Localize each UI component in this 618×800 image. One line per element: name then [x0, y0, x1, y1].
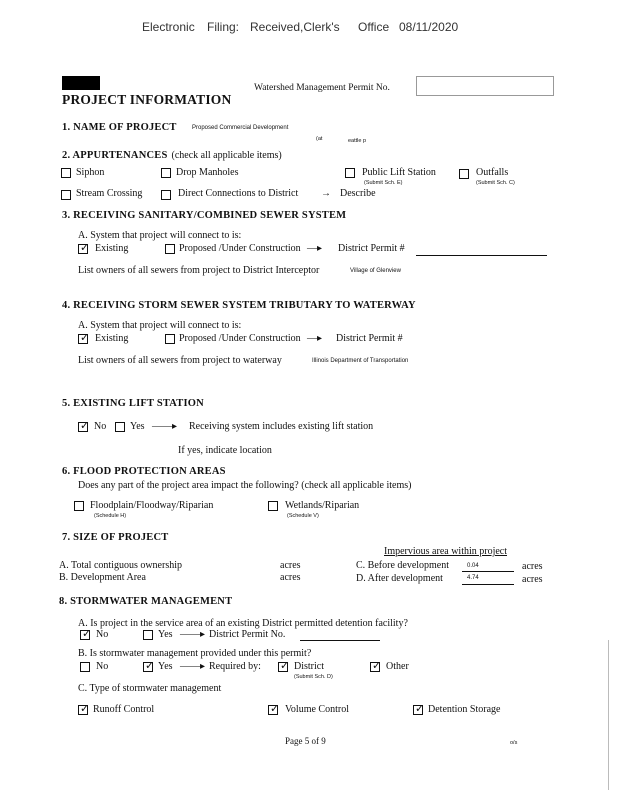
after-development-value: 4.74: [467, 575, 479, 581]
s8b-yes-label: Yes: [158, 661, 173, 672]
header-filing: Filing:: [207, 20, 240, 34]
footer-mark: o/s: [510, 740, 518, 746]
before-development-value: 0.04: [467, 563, 479, 569]
impervious-header: Impervious area within project: [384, 546, 508, 557]
redaction-block: [62, 76, 100, 90]
public-lift-label: Public Lift Station: [362, 167, 436, 178]
s3-owners-label: List owners of all sewers from project to District Interceptor: [78, 265, 320, 276]
s8-a-question: A. Is project in the service area of an existing District permitted detention facility?: [78, 618, 408, 629]
after-development-field[interactable]: [462, 584, 514, 585]
public-lift-checkbox[interactable]: [345, 168, 355, 178]
stream-crossing-checkbox[interactable]: [61, 190, 71, 200]
describe-label: Describe: [340, 188, 376, 199]
project-name-sub1: (at: [316, 136, 323, 142]
s8-b-question: B. Is stormwater management provided under this permit?: [78, 648, 312, 659]
s5-ifyes-label: If yes, indicate location: [178, 445, 272, 456]
other-label: Other: [386, 661, 409, 672]
wetlands-note: (Schedule V): [287, 513, 319, 519]
district-label: District: [294, 661, 324, 672]
section-1-label: 1. NAME OF PROJECT: [62, 122, 177, 133]
page-number: Page 5 of 9: [285, 736, 326, 746]
section-5-label: 5. EXISTING LIFT STATION: [62, 398, 204, 409]
s4-proposed-label: Proposed /Under Construction: [179, 333, 301, 344]
s3-proposed-checkbox[interactable]: [165, 244, 175, 254]
before-development-label: C. Before development: [356, 560, 450, 571]
s4-owners-value: Illinois Department of Transportation: [312, 358, 409, 364]
s4-permit-label: District Permit #: [336, 333, 403, 344]
floodplain-checkbox[interactable]: [74, 501, 84, 511]
s3-permit-field[interactable]: [416, 255, 547, 256]
section-3-a: A. System that project will connect to is:: [78, 230, 242, 241]
s5-arrow-icon: ——▸: [152, 421, 178, 432]
s3-arrow-icon: —▸: [307, 243, 323, 254]
s3-existing-label: Existing: [95, 243, 129, 254]
development-area-label: B. Development Area: [59, 572, 146, 583]
scan-edge-line: [608, 640, 609, 790]
section-2-label: 2. APPURTENANCES: [62, 150, 168, 161]
wetlands-checkbox[interactable]: [268, 501, 278, 511]
s6-question: Does any part of the project area impact the following? (check all applicable items): [78, 480, 412, 491]
s8a-permit-field[interactable]: [300, 640, 380, 641]
section-8-label: 8. STORMWATER MANAGEMENT: [59, 596, 233, 607]
permit-label: Watershed Management Permit No.: [254, 83, 390, 93]
header-office: Office: [358, 20, 390, 34]
s5-no-checkbox[interactable]: [78, 422, 88, 432]
s3-proposed-label: Proposed /Under Construction: [179, 243, 301, 254]
s8a-yes-checkbox[interactable]: [143, 630, 153, 640]
direct-connections-label: Direct Connections to District: [178, 188, 299, 199]
s8b-no-checkbox[interactable]: [80, 662, 90, 672]
section-6-label: 6. FLOOD PROTECTION AREAS: [62, 466, 226, 477]
s8-c-label: C. Type of stormwater management: [78, 683, 222, 694]
section-4-label: 4. RECEIVING STORM SEWER SYSTEM TRIBUTARY TO WATERWAY: [62, 300, 416, 311]
s8b-arrow-icon: ——▸: [180, 661, 206, 672]
s8a-no-label: No: [96, 629, 109, 640]
drop-manholes-label: Drop Manholes: [176, 167, 239, 178]
s5-receiving-label: Receiving system includes existing lift station: [189, 421, 374, 432]
drop-manholes-checkbox[interactable]: [161, 168, 171, 178]
other-checkbox[interactable]: [370, 662, 380, 672]
stream-crossing-label: Stream Crossing: [76, 188, 143, 199]
project-name-value: Proposed Commercial Development: [192, 125, 289, 131]
volume-control-checkbox[interactable]: [268, 705, 278, 715]
before-development-acres: acres: [522, 561, 543, 572]
header-received: Received,Clerk's: [250, 20, 340, 34]
total-ownership-label: A. Total contiguous ownership: [59, 560, 182, 571]
permit-number-field[interactable]: [416, 76, 554, 96]
wetlands-label: Wetlands/Riparian: [285, 500, 360, 511]
outfalls-note: (Submit Sch. C): [476, 180, 515, 186]
detention-storage-checkbox[interactable]: [413, 705, 423, 715]
section-3-label: 3. RECEIVING SANITARY/COMBINED SEWER SYSTEM: [62, 210, 347, 221]
after-development-acres: acres: [522, 574, 543, 585]
volume-control-label: Volume Control: [285, 704, 349, 715]
runoff-control-label: Runoff Control: [93, 704, 155, 715]
detention-storage-label: Detention Storage: [428, 704, 501, 715]
s8a-no-checkbox[interactable]: [80, 630, 90, 640]
total-ownership-acres: acres: [280, 560, 301, 571]
s4-existing-label: Existing: [95, 333, 129, 344]
direct-connections-checkbox[interactable]: [161, 190, 171, 200]
s3-permit-label: District Permit #: [338, 243, 405, 254]
section-7-label: 7. SIZE OF PROJECT: [62, 532, 169, 543]
s5-yes-label: Yes: [130, 421, 145, 432]
after-development-label: D. After development: [356, 573, 443, 584]
project-name-sub2: eattle p: [348, 138, 367, 144]
s4-owners-label: List owners of all sewers from project to waterway: [78, 355, 282, 366]
s4-existing-checkbox[interactable]: [78, 334, 88, 344]
s3-owners-value: Village of Glenview: [350, 268, 401, 274]
s8a-yes-label: Yes: [158, 629, 173, 640]
s8b-no-label: No: [96, 661, 109, 672]
section-4-a: A. System that project will connect to is:: [78, 320, 242, 331]
s4-arrow-icon: —▸: [307, 333, 323, 344]
siphon-checkbox[interactable]: [61, 168, 71, 178]
floodplain-note: (Schedule H): [94, 513, 127, 519]
arrow-icon: →: [321, 188, 331, 199]
s8a-arrow-icon: ——▸: [180, 629, 206, 640]
section-2-note: (check all applicable items): [171, 150, 282, 161]
s5-yes-checkbox[interactable]: [115, 422, 125, 432]
s8a-permit-label: District Permit No.: [209, 629, 286, 640]
s8b-yes-checkbox[interactable]: [143, 662, 153, 672]
outfalls-checkbox[interactable]: [459, 169, 469, 179]
s3-existing-checkbox[interactable]: [78, 244, 88, 254]
s5-no-label: No: [94, 421, 107, 432]
public-lift-note: (Submit Sch. E): [364, 180, 403, 186]
runoff-control-checkbox[interactable]: [78, 705, 88, 715]
outfalls-label: Outfalls: [476, 167, 509, 178]
floodplain-label: Floodplain/Floodway/Riparian: [90, 500, 214, 511]
siphon-label: Siphon: [76, 167, 105, 178]
s8b-required-label: Required by:: [209, 661, 261, 672]
district-note: (Submit Sch. D): [294, 674, 333, 680]
section-2-header: [62, 145, 282, 163]
page-title: PROJECT INFORMATION: [62, 92, 232, 107]
development-area-acres: acres: [280, 572, 301, 583]
s4-proposed-checkbox[interactable]: [165, 334, 175, 344]
header-electronic: Electronic: [142, 20, 195, 34]
before-development-field[interactable]: [462, 571, 514, 572]
header-date: 08/11/2020: [399, 20, 459, 34]
district-checkbox[interactable]: [278, 662, 288, 672]
